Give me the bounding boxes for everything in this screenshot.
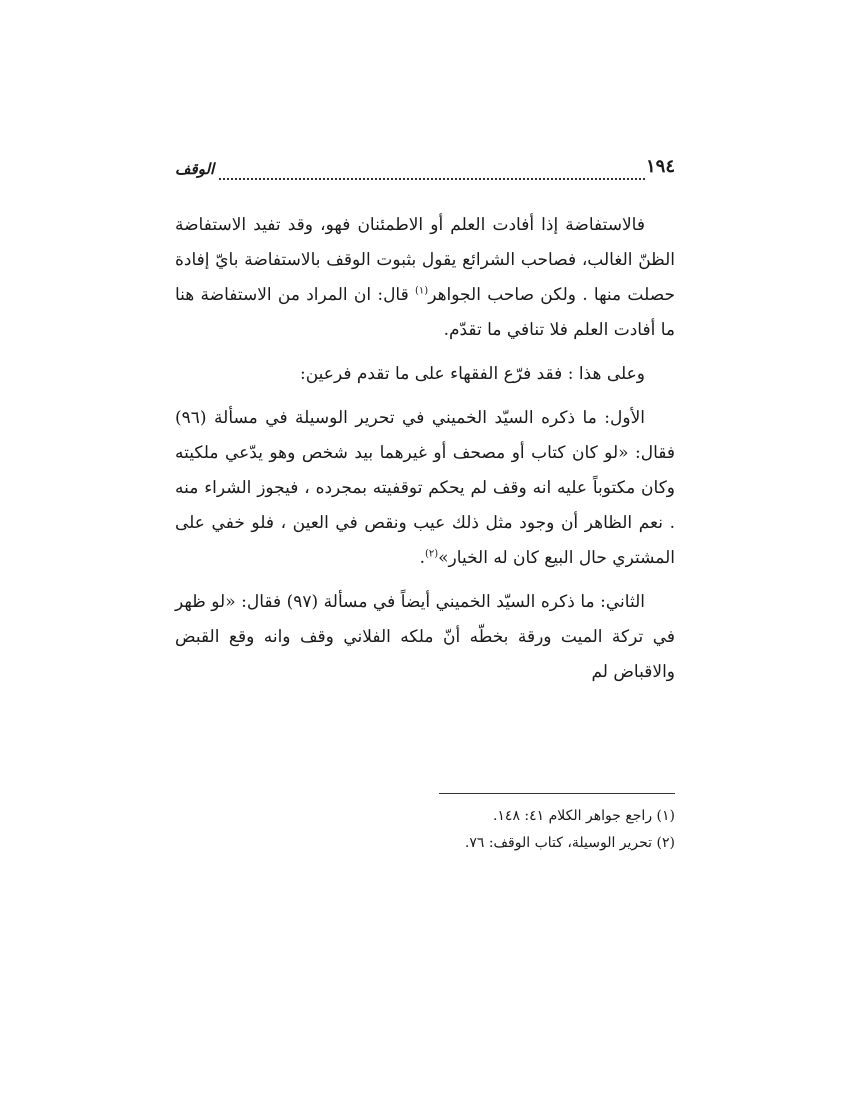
paragraph-4: الثاني: ما ذكره السيّد الخميني أيضاً في مسألة (٩٧) فقال: «لو ظهر في تركة الميت ورقة بخطّه أنّ ملكه الفلاني وقف وانه وقع القبض والاقباض لم — [175, 592, 675, 682]
page-number: ١٩٤ — [645, 156, 675, 177]
footnote-separator — [439, 793, 675, 794]
body-text — [175, 208, 675, 699]
footnote-1: (١) راجع جواهر الكلام ٤١: ١٤٨. — [492, 808, 675, 824]
paragraph-3 — [175, 401, 675, 576]
paragraph-2: وعلى هذا : فقد فرّع الفقهاء على ما تقدم فرعين: — [300, 364, 645, 384]
paragraph-1-text: فالاستفاضة إذا أفادت العلم أو الاطمئنان فهو، وقد تفيد الاستفاضة الظنّ الغالب، فصاحب الشرائع يقول بثبوت الوقف بالاستفاضة بايّ إفادة حصلت منها . ولكن صاحب الجواهر — [175, 215, 675, 305]
paragraph-1-rest: قال: ان المراد من الاستفاضة هنا ما أفادت العلم فلا تنافي ما تقدّم. — [175, 285, 675, 340]
header-dotted-leader — [219, 178, 645, 180]
page-header — [175, 150, 675, 184]
footnote-ref-1: (١) — [415, 285, 429, 297]
running-title: الوقف — [175, 160, 215, 178]
footnote-2: (٢) تحرير الوسيلة، كتاب الوقف: ٧٦. — [464, 835, 675, 851]
footnote-ref-2: (٢) — [424, 548, 439, 560]
paragraph-1 — [175, 208, 675, 348]
footnotes — [175, 803, 675, 857]
paragraph-3-text: الأول: ما ذكره السيّد الخميني في تحرير الوسيلة في مسألة (٩٦) فقال: «لو كان كتاب أو مصحف أو غيرهما بيد شخص وهو يدّعي ملكيته وكان مكتوباً عليه انه وقف لم يحكم توقفيته بمجرده ، فيجوز الشراء منه . نعم الظاهر أن وجود مثل ذلك عيب ونقص في العين ، فلو خفي على المشتري حال البيع كان له الخيار» — [175, 408, 675, 568]
paragraph-3-end: . — [419, 548, 425, 568]
